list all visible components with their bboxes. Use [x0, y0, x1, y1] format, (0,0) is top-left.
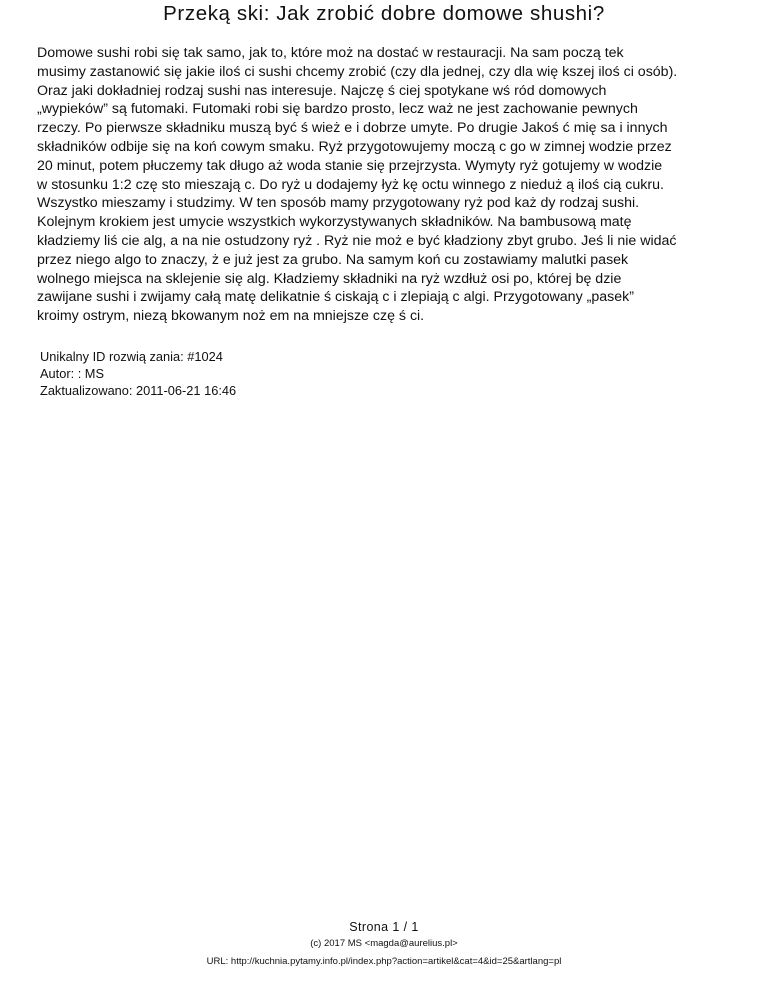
copyright: (c) 2017 MS <magda@aurelius.pl> [310, 938, 458, 949]
source-url: URL: http://kuchnia.pytamy.info.pl/index.php?action=artikel&cat=4&id=25&artlang=pl [206, 956, 562, 967]
updated-date: Zaktualizowano: 2011-06-21 16:46 [40, 383, 237, 398]
body-line: „wypieków” są futomaki. Futomaki robi się bardzo prosto, lecz waż ne jest zachowanie pewnych [37, 101, 638, 118]
page-title: Przeką ski: Jak zrobić dobre domowe shushi? [163, 2, 605, 25]
body-line: w stosunku 1:2 czę sto mieszają c. Do ryż u dodajemy łyż kę octu winnego z nieduż ą iloś cią cukru. [37, 176, 664, 193]
body-line: składników odbije się na koń cowym smaku. Ryż przygotowujemy moczą c go w zimnej wodzie przez [37, 138, 672, 155]
body-line: rzeczy. Po pierwsze składniku muszą być ś wież e i dobrze umyte. Po drugie Jakoś ć mię sa i innych [37, 120, 668, 137]
article-body [37, 44, 759, 326]
body-line: Domowe sushi robi się tak samo, jak to, które moż na dostać w restauracji. Na sam począ tek [37, 45, 624, 61]
body-line: wolnego miejsca na sklejenie się alg. Kładziemy składniki na ryż wzdłuż osi po, której bę dzie [37, 270, 622, 287]
body-line: 20 minut, potem płuczemy tak długo aż woda stanie się przejrzysta. Wymyty ryż gotujemy w wodzie [37, 157, 663, 174]
body-line: zawijane sushi i zwijamy całą matę delikatnie ś ciskają c i zlepiają c algi. Przygotowany „pasek” [37, 289, 634, 306]
article-meta [40, 348, 236, 399]
body-line: kładziemy liś cie alg, a na nie ostudzony ryż . Ryż nie moż e być kładziony zbyt grubo. Jeś li nie widać [37, 232, 677, 249]
body-line: Wszystko mieszamy i studzimy. W ten sposób mamy przygotowany ryż pod każ dy rodzaj sushi. [37, 195, 640, 212]
author: Autor: : MS [40, 366, 105, 381]
body-line: musimy zastanowić się jakie iloś ci sushi chcemy zrobić (czy dla jednej, czy dla wię kszej iloś ci osób). [37, 63, 678, 80]
solution-id: Unikalny ID rozwią zania: #1024 [40, 349, 223, 364]
page-number: Strona 1 / 1 [349, 920, 419, 934]
body-line: kroimy ostrym, niezą bkowanym noż em na mniejsze czę ś ci. [37, 308, 425, 325]
body-line: przez niego algo to znaczy, ż e już jest za grubo. Na samym koń cu zostawiamy malutki pasek [37, 251, 629, 268]
body-line: Oraz jaki dokładniej rodzaj sushi nas interesuje. Najczę ś ciej spotykane wś ród domowych [37, 82, 607, 99]
body-line: Kolejnym krokiem jest umycie wszystkich wykorzystywanych składników. Na bambusową matę [37, 214, 632, 231]
